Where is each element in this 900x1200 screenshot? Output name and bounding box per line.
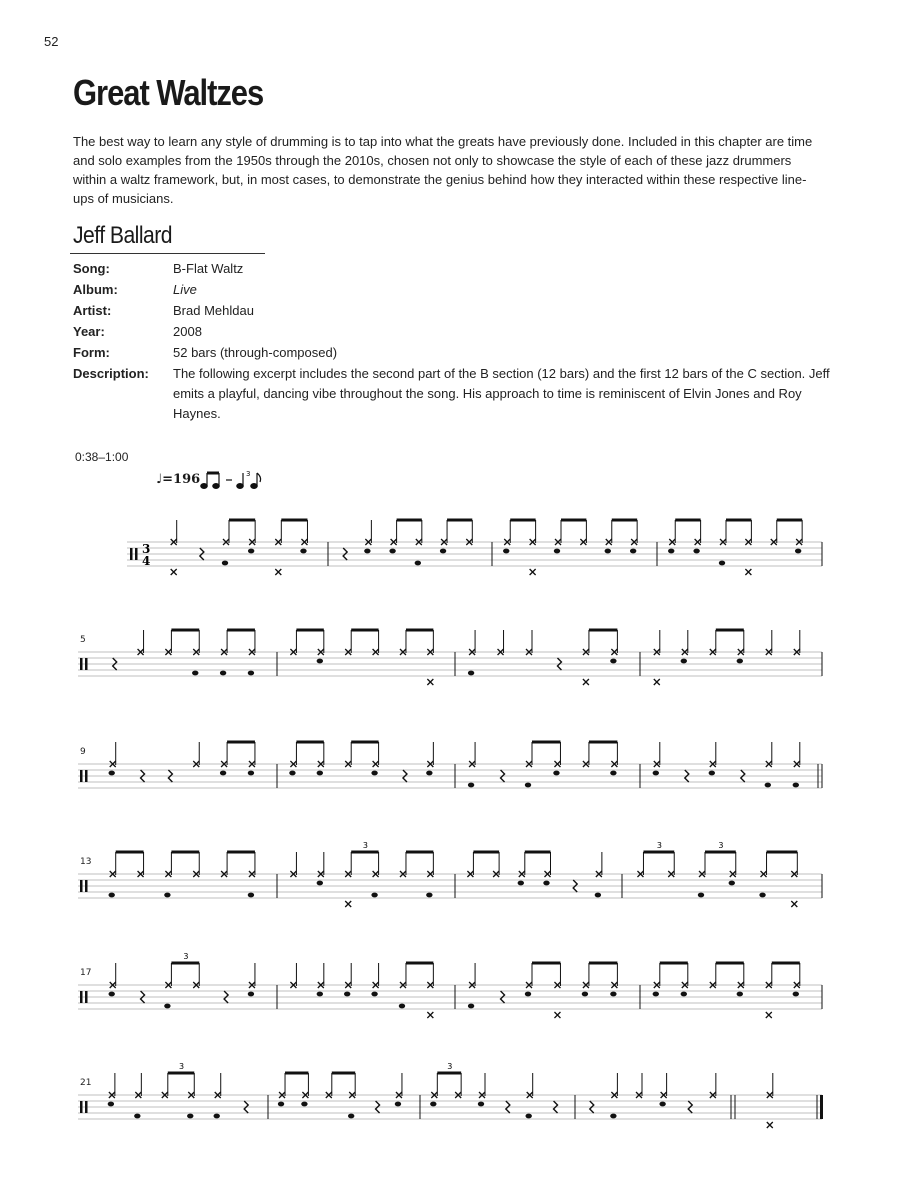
snare-note xyxy=(793,992,799,997)
bass-drum-note xyxy=(468,1004,474,1009)
bass-drum-note xyxy=(793,783,799,788)
snare-note xyxy=(729,881,735,886)
info-key: Form: xyxy=(73,345,110,360)
snare-note xyxy=(737,659,743,664)
staff-system-6 xyxy=(0,1043,900,1153)
snare-note xyxy=(248,771,254,776)
triplet-mark: 3 xyxy=(447,1062,453,1071)
snare-note xyxy=(709,771,715,776)
chapter-title: Great Waltzes xyxy=(73,72,264,113)
hihat-foot-note xyxy=(554,1012,560,1018)
snare-note xyxy=(737,992,743,997)
hihat-foot-note xyxy=(275,569,281,575)
staff-svg xyxy=(0,600,900,710)
hihat-foot-note xyxy=(767,1122,773,1128)
percussion-clef xyxy=(130,548,133,560)
bar-number: 9 xyxy=(80,747,86,757)
time-signature-top: 3 xyxy=(142,542,151,556)
bass-drum-note xyxy=(719,561,725,566)
bass-drum-note xyxy=(610,1114,616,1119)
snare-note xyxy=(220,771,226,776)
bass-drum-note xyxy=(348,1114,354,1119)
staff-svg xyxy=(0,822,900,932)
info-key: Album: xyxy=(73,282,118,297)
snare-note xyxy=(278,1102,284,1107)
info-value: Live xyxy=(173,282,197,297)
bass-drum-note xyxy=(415,561,421,566)
info-key: Song: xyxy=(73,261,110,276)
bar-number: 21 xyxy=(80,1078,92,1088)
section-divider xyxy=(70,253,265,254)
snare-note xyxy=(653,992,659,997)
snare-note xyxy=(610,771,616,776)
percussion-clef xyxy=(80,658,83,670)
staff-system-5 xyxy=(0,933,900,1043)
percussion-clef xyxy=(85,880,88,892)
snare-note xyxy=(553,771,559,776)
triplet-mark: 3 xyxy=(656,841,662,850)
hihat-foot-note xyxy=(427,679,433,685)
snare-note xyxy=(605,549,611,554)
info-row-year xyxy=(73,321,833,342)
bass-drum-note xyxy=(525,783,531,788)
bass-drum-note xyxy=(214,1114,220,1119)
triplet-mark: 3 xyxy=(183,952,189,961)
snare-note xyxy=(693,549,699,554)
info-value: Brad Mehldau xyxy=(173,303,254,318)
hihat-foot-note xyxy=(654,679,660,685)
swing-triplet-number: 3 xyxy=(246,470,251,478)
page-number: 52 xyxy=(44,34,59,49)
bar-number: 13 xyxy=(80,857,92,867)
info-row-artist xyxy=(73,300,833,321)
snare-note xyxy=(554,549,560,554)
chapter-intro: The best way to learn any style of drumming is to tap into what the greats have previously done. Included in this chapter are time and solo examples from the 1950s through the 2010s, chosen not only to showcase the style of each of these jazz drummers within a waltz framework, but, in most cases, to demonstrate the genius behind how they interacted within these respective line-ups of musicians. xyxy=(73,134,813,206)
snare-note xyxy=(795,549,801,554)
snare-note xyxy=(610,992,616,997)
bass-drum-note xyxy=(164,893,170,898)
snare-note xyxy=(108,1102,114,1107)
percussion-clef xyxy=(85,1101,88,1113)
snare-note xyxy=(289,771,295,776)
bass-drum-note xyxy=(371,893,377,898)
percussion-clef xyxy=(85,658,88,670)
snare-note xyxy=(248,992,254,997)
bass-drum-note xyxy=(595,893,601,898)
snare-note xyxy=(395,1102,401,1107)
percussion-clef xyxy=(80,991,83,1003)
percussion-clef xyxy=(85,991,88,1003)
percussion-clef xyxy=(135,548,138,560)
bass-drum-note xyxy=(164,1004,170,1009)
hihat-foot-note xyxy=(745,569,751,575)
bass-drum-note xyxy=(468,671,474,676)
hihat-foot-note xyxy=(766,1012,772,1018)
bass-drum-note xyxy=(468,783,474,788)
info-key: Artist: xyxy=(73,303,112,318)
bass-drum-note xyxy=(222,561,228,566)
info-value: 2008 xyxy=(173,324,202,339)
staff-system-3 xyxy=(0,712,900,822)
info-row-album xyxy=(73,279,833,300)
snare-note xyxy=(610,659,616,664)
triplet-mark: 3 xyxy=(362,841,368,850)
snare-note xyxy=(317,992,323,997)
tempo-text: ♩=196 xyxy=(156,472,201,487)
snare-note xyxy=(582,992,588,997)
percussion-clef xyxy=(85,770,88,782)
percussion-clef xyxy=(80,1101,83,1113)
snare-note xyxy=(543,881,549,886)
swing-feel-icon xyxy=(146,470,286,492)
bar-number: 5 xyxy=(80,635,86,645)
triplet-mark: 3 xyxy=(718,841,724,850)
snare-note xyxy=(426,771,432,776)
bass-drum-note xyxy=(187,1114,193,1119)
bass-drum-note xyxy=(220,671,226,676)
bar-number: 17 xyxy=(80,968,92,978)
hihat-foot-note xyxy=(345,901,351,907)
snare-note xyxy=(317,659,323,664)
bass-drum-note xyxy=(698,893,704,898)
snare-note xyxy=(630,549,636,554)
bass-drum-note xyxy=(192,671,198,676)
hihat-foot-note xyxy=(171,569,177,575)
snare-note xyxy=(478,1102,484,1107)
staff-system-1 xyxy=(0,490,900,600)
info-key: Year: xyxy=(73,324,105,339)
percussion-clef xyxy=(80,770,83,782)
staff-system-4 xyxy=(0,822,900,932)
snare-note xyxy=(344,992,350,997)
timecode: 0:38–1:00 xyxy=(75,450,129,464)
snare-note xyxy=(248,549,254,554)
info-value: The following excerpt includes the second part of the B section (12 bars) and the first 12 bars of the C section. Jeff emits a playful, dancing vibe throughout the song. His approach to time is reminiscent of Elvin Jones and Roy Haynes. xyxy=(173,366,830,421)
hihat-foot-note xyxy=(791,901,797,907)
snare-note xyxy=(440,549,446,554)
info-value: B-Flat Waltz xyxy=(173,261,244,276)
bass-drum-note xyxy=(248,671,254,676)
snare-note xyxy=(300,549,306,554)
snare-note xyxy=(371,992,377,997)
snare-note xyxy=(503,549,509,554)
snare-note xyxy=(109,992,115,997)
staff-svg xyxy=(0,933,900,1043)
snare-note xyxy=(364,549,370,554)
info-value: 52 bars (through-composed) xyxy=(173,345,338,360)
snare-note xyxy=(681,659,687,664)
final-barline-thick xyxy=(820,1095,823,1119)
info-key: Description: xyxy=(73,366,149,381)
bass-drum-note xyxy=(399,1004,405,1009)
info-row-description xyxy=(73,363,833,424)
staff-system-2 xyxy=(0,600,900,710)
hihat-foot-note xyxy=(427,1012,433,1018)
info-row-form xyxy=(73,342,833,363)
bass-drum-note xyxy=(248,893,254,898)
bass-drum-note xyxy=(134,1114,140,1119)
section-title: Jeff Ballard xyxy=(73,222,172,249)
snare-note xyxy=(389,549,395,554)
info-row-song xyxy=(73,258,833,279)
hihat-foot-note xyxy=(530,569,536,575)
staff-svg xyxy=(0,712,900,822)
snare-note xyxy=(518,881,524,886)
time-signature-bottom: 4 xyxy=(142,554,151,568)
hihat-foot-note xyxy=(583,679,589,685)
snare-note xyxy=(317,771,323,776)
bass-drum-note xyxy=(426,893,432,898)
staff-svg xyxy=(0,1043,900,1153)
tempo-marking xyxy=(146,470,286,492)
snare-note xyxy=(681,992,687,997)
bass-drum-note xyxy=(765,783,771,788)
triplet-mark: 3 xyxy=(179,1062,185,1071)
snare-note xyxy=(659,1102,665,1107)
staff-svg xyxy=(0,490,900,600)
snare-note xyxy=(430,1102,436,1107)
snare-note xyxy=(109,771,115,776)
bass-drum-note xyxy=(525,1114,531,1119)
snare-note xyxy=(668,549,674,554)
song-info-table xyxy=(73,258,833,424)
snare-note xyxy=(371,771,377,776)
bass-drum-note xyxy=(109,893,115,898)
snare-note xyxy=(653,771,659,776)
snare-note xyxy=(317,881,323,886)
snare-note xyxy=(301,1102,307,1107)
bass-drum-note xyxy=(759,893,765,898)
snare-note xyxy=(525,992,531,997)
percussion-clef xyxy=(80,880,83,892)
